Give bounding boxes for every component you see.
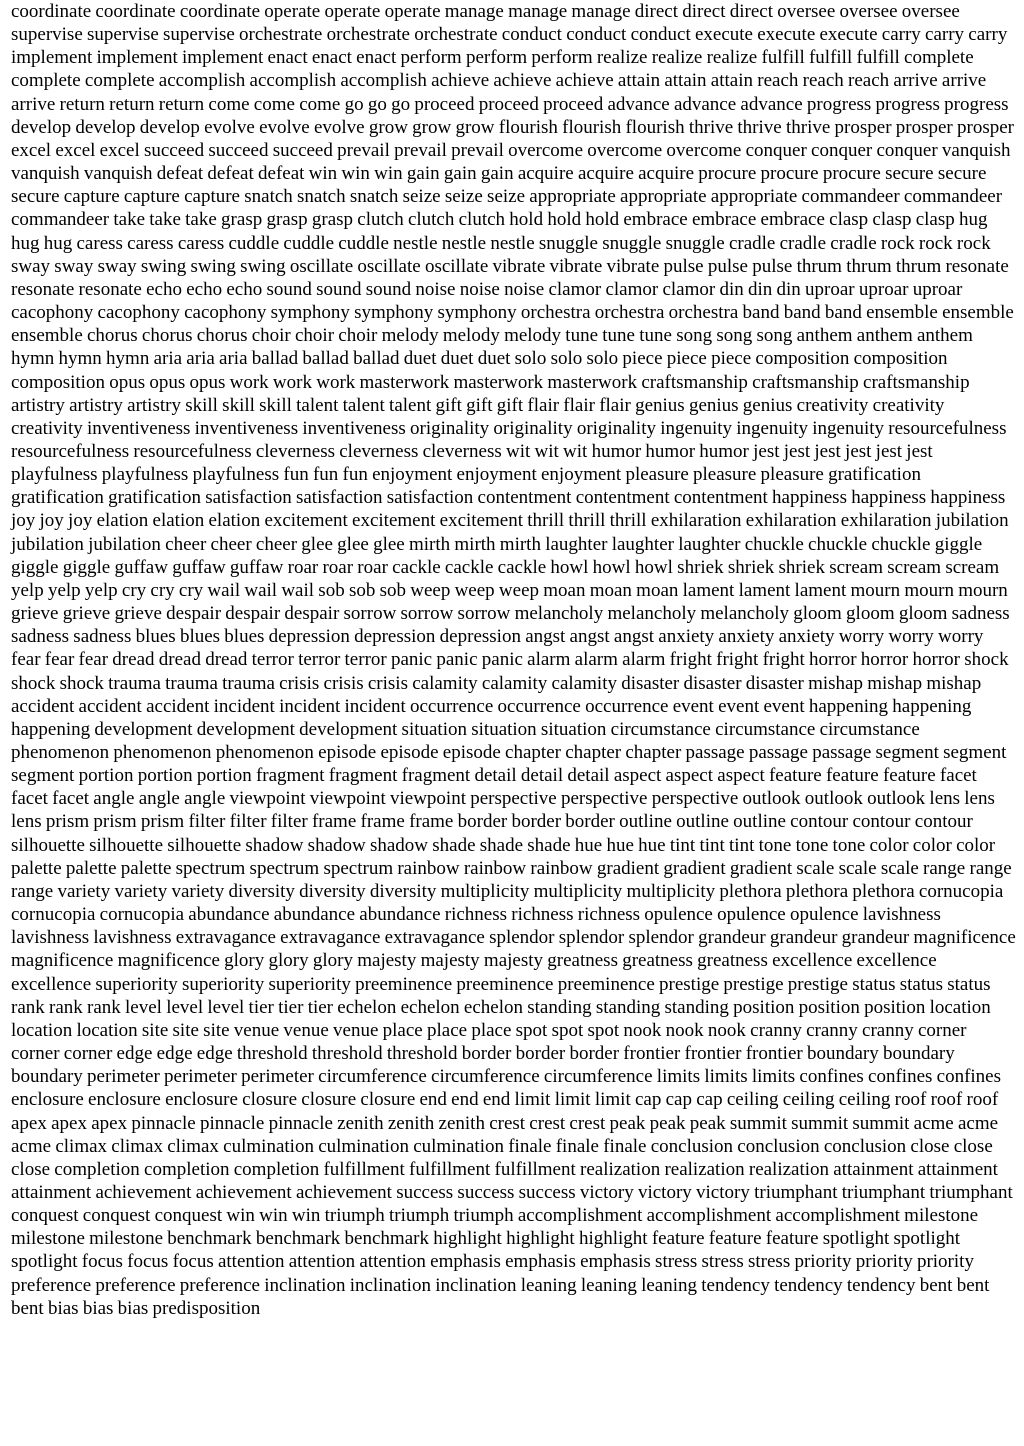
body-text: coordinate coordinate coordinate operate operate operate manage manage manage direct direct direct oversee oversee oversee supervise supervise supervise orchestrate orchestrate orchestrate conduct conduct conduct execute execute execute carry carry carry implement implement implement enact enact enact perform perform perform realize realize realize fulfill fulfill fulfill complete complete complete accomplish accomplish accomplish achieve achieve achieve attain attain attain reach reach reach arrive arrive arrive return return return come come come go go go proceed proceed proceed advance advance advance progress progress progress develop develop develop evolve evolve evolve grow grow grow flourish flourish flourish thrive thrive thrive prosper prosper prosper excel excel excel succeed succeed succeed prevail prevail prevail overcome overcome overcome conquer conquer conquer vanquish vanquish vanquish defeat defeat defeat win win win gain gain gain acquire acquire acquire procure procure procure secure secure secure capture capture capture snatch snatch snatch seize seize seize appropriate appropriate appropriate commandeer commandeer commandeer take take take grasp grasp grasp clutch clutch clutch hold hold hold embrace embrace embrace clasp clasp clasp hug hug hug caress caress caress cuddle cuddle cuddle nestle nestle nestle snuggle snuggle snuggle cradle cradle cradle rock rock rock sway sway sway swing swing swing oscillate oscillate oscillate vibrate vibrate vibrate pulse pulse pulse thrum thrum thrum resonate resonate resonate echo echo echo sound sound sound noise noise noise clamor clamor clamor din din din uproar uproar uproar cacophony cacophony cacophony symphony symphony symphony orchestra orchestra orchestra band band band ensemble ensemble ensemble chorus chorus chorus choir choir choir melody melody melody tune tune tune song song song anthem anthem anthem hymn hymn hymn aria aria aria ballad ballad ballad duet duet duet solo solo solo piece piece piece composition composition composition opus opus opus work work work masterwork masterwork masterwork craftsmanship craftsmanship craftsmanship artistry artistry artistry skill skill skill talent talent talent gift gift gift flair flair flair genius genius genius creativity creativity creativity inventiveness inventiveness inventiveness originality originality originality ingenuity ingenuity ingenuity resourcefulness resourcefulness resourcefulness cleverness cleverness cleverness wit wit wit humor humor humor jest jest jest jest jest jest playfulness playfulness playfulness fun fun fun enjoyment enjoyment enjoyment pleasure pleasure pleasure gratification gratification gratification satisfaction satisfaction satisfaction contentment contentment contentment happiness happiness happiness joy joy joy elation elation elation excitement excitement excitement thrill thrill thrill exhilaration exhilaration exhilaration jubilation jubilation jubilation cheer cheer cheer glee glee glee mirth mirth mirth laughter laughter laughter chuckle chuckle chuckle giggle giggle giggle guffaw guffaw guffaw roar roar roar cackle cackle cackle howl howl howl shriek shriek shriek scream scream scream yelp yelp yelp cry cry cry wail wail wail sob sob sob weep weep weep moan moan moan lament lament lament mourn mourn mourn grieve grieve grieve despair despair despair sorrow sorrow sorrow melancholy melancholy melancholy gloom gloom gloom sadness sadness sadness blues blues blues depression depression depression angst angst angst anxiety anxiety anxiety worry worry worry fear fear fear dread dread dread terror terror terror panic panic panic alarm alarm alarm fright fright fright horror horror horror shock shock shock trauma trauma trauma crisis crisis crisis calamity calamity calamity disaster disaster disaster mishap mishap mishap accident accident accident incident incident incident occurrence occurrence occurrence event event event happening happening happening development development development situation situation situation circumstance circumstance circumstance phenomenon phenomenon phenomenon episode episode episode chapter chapter chapter passage passage passage segment segment segment portion portion portion fragment fragment fragment detail detail detail aspect aspect aspect feature feature feature facet facet facet angle angle angle viewpoint viewpoint viewpoint perspective perspective perspective outlook outlook outlook lens lens lens prism prism prism filter filter filter frame frame frame border border border outline outline outline contour contour contour silhouette silhouette silhouette shadow shadow shadow shade shade shade hue hue hue tint tint tint tone tone tone color color color palette palette palette spectrum spectrum spectrum rainbow rainbow rainbow gradient gradient gradient scale scale scale range range range variety variety variety diversity diversity diversity multiplicity multiplicity multiplicity plethora plethora plethora cornucopia cornucopia cornucopia abundance abundance abundance richness richness richness opulence opulence opulence lavishness lavishness lavishness extravagance extravagance extravagance splendor splendor splendor grandeur grandeur grandeur magnificence magnificence magnificence glory glory glory majesty majesty majesty greatness greatness greatness excellence excellence excellence superiority superiority superiority preeminence preeminence preeminence prestige prestige prestige status status status rank rank rank level level level tier tier tier echelon echelon echelon standing standing standing position position position location location location site site site venue venue venue place place place spot spot spot nook nook nook cranny cranny cranny corner corner corner edge edge edge threshold threshold threshold border border border frontier frontier frontier boundary boundary boundary perimeter perimeter perimeter circumference circumference circumference limits limits limits confines confines confines enclosure enclosure enclosure closure closure closure end end end limit limit limit cap cap cap ceiling ceiling ceiling roof roof roof apex apex apex pinnacle pinnacle pinnacle zenith zenith zenith crest crest crest peak peak peak summit summit summit acme acme acme climax climax climax culmination culmination culmination finale finale finale conclusion conclusion conclusion close close close completion completion completion fulfillment fulfillment fulfillment realization realization realization attainment attainment attainment achievement achievement achievement success success success victory victory victory triumphant triumphant triumphant conquest conquest conquest win win win triumph triumph triumph accomplishment accomplishment accomplishment milestone milestone milestone benchmark benchmark benchmark highlight highlight highlight feature feature feature spotlight spotlight spotlight focus focus focus attention attention attention emphasis emphasis emphasis stress stress stress priority priority priority preference preference preference inclination inclination inclination leaning leaning leaning tendency tendency tendency bent bent bent bias bias bias predisposition <box>11 1 1016 1319</box>
